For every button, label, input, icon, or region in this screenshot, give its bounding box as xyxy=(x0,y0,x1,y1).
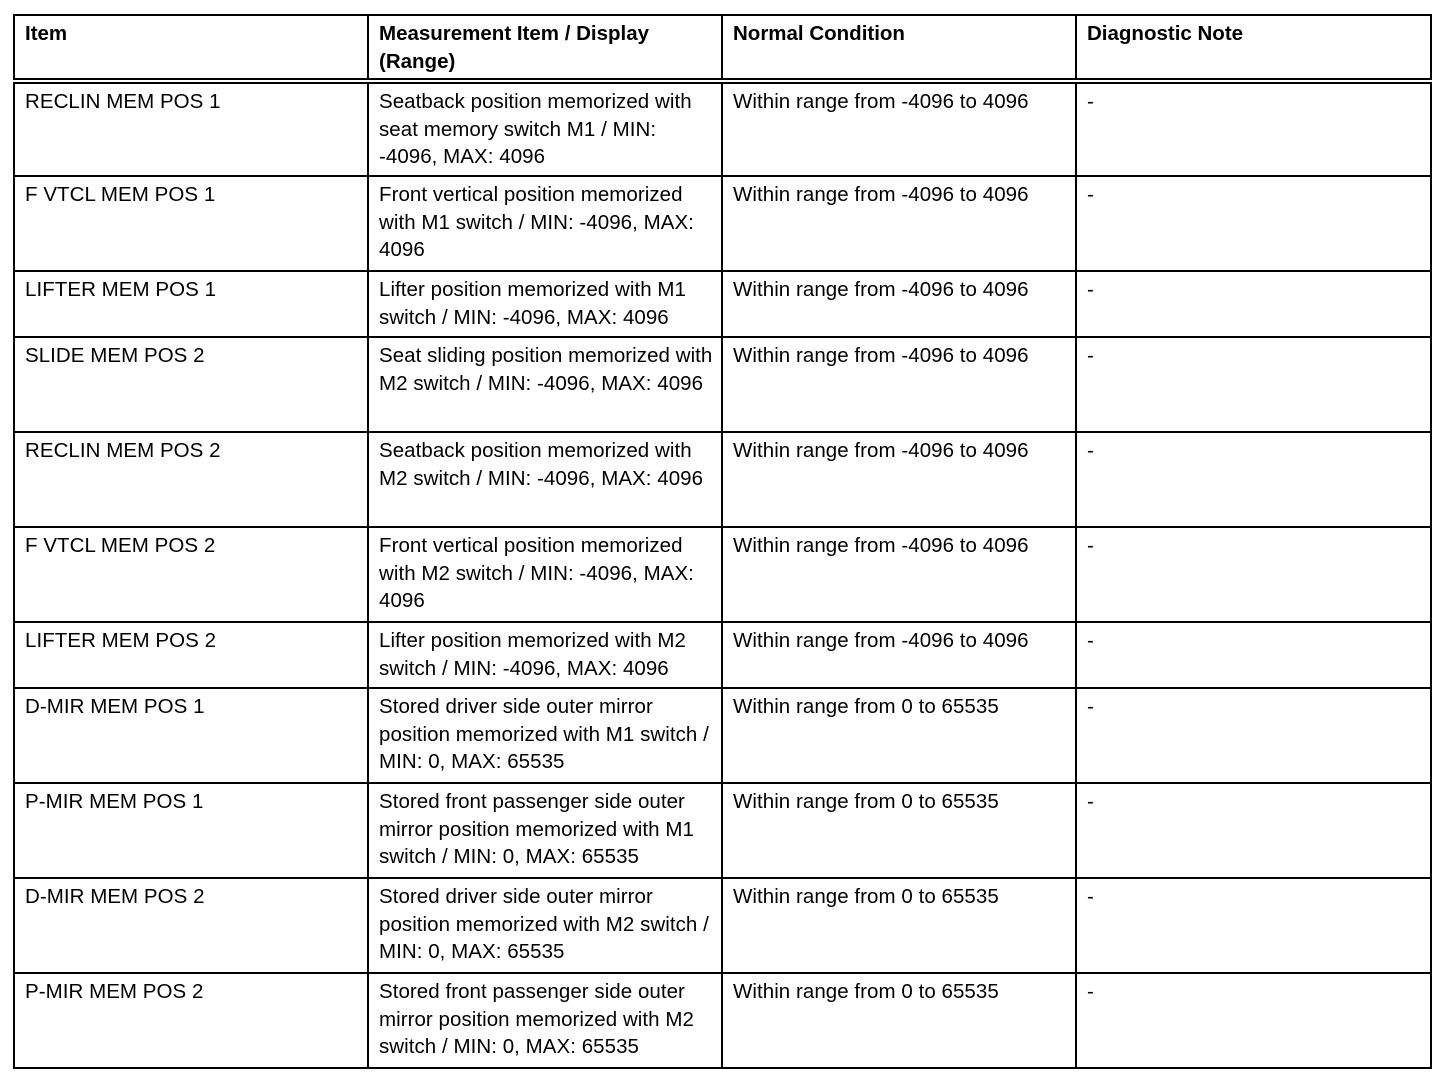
cell-diagnostic-note: - xyxy=(1076,432,1431,527)
table-row xyxy=(14,432,1431,527)
cell-normal-condition: Within range from 0 to 65535 xyxy=(722,688,1076,783)
cell-diagnostic-note: - xyxy=(1076,337,1431,432)
cell-measurement: Stored front passenger side outer mirror position memorized with M2 switch / MIN: 0, MAX: 65535 xyxy=(368,973,722,1068)
cell-normal-condition: Within range from -4096 to 4096 xyxy=(722,81,1076,176)
cell-item: P-MIR MEM POS 2 xyxy=(14,973,368,1068)
cell-measurement: Stored front passenger side outer mirror position memorized with M1 switch / MIN: 0, MAX: 65535 xyxy=(368,783,722,878)
cell-normal-condition: Within range from -4096 to 4096 xyxy=(722,432,1076,527)
cell-item: D-MIR MEM POS 2 xyxy=(14,878,368,973)
cell-diagnostic-note: - xyxy=(1076,271,1431,337)
cell-normal-condition: Within range from -4096 to 4096 xyxy=(722,337,1076,432)
cell-item: LIFTER MEM POS 2 xyxy=(14,622,368,688)
data-list-table xyxy=(13,14,1432,1069)
table-row xyxy=(14,527,1431,622)
cell-measurement: Front vertical position memorized with M1 switch / MIN: -4096, MAX: 4096 xyxy=(368,176,722,271)
table-row xyxy=(14,622,1431,688)
header-normal-condition: Normal Condition xyxy=(722,15,1076,81)
cell-normal-condition: Within range from -4096 to 4096 xyxy=(722,622,1076,688)
cell-item: P-MIR MEM POS 1 xyxy=(14,783,368,878)
table-row xyxy=(14,271,1431,337)
cell-item: F VTCL MEM POS 2 xyxy=(14,527,368,622)
cell-measurement: Seatback position memorized with seat memory switch M1 / MIN: -4096, MAX: 4096 xyxy=(368,81,722,176)
cell-diagnostic-note: - xyxy=(1076,527,1431,622)
table-row xyxy=(14,783,1431,878)
cell-measurement: Front vertical position memorized with M2 switch / MIN: -4096, MAX: 4096 xyxy=(368,527,722,622)
cell-item: SLIDE MEM POS 2 xyxy=(14,337,368,432)
cell-normal-condition: Within range from 0 to 65535 xyxy=(722,973,1076,1068)
cell-diagnostic-note: - xyxy=(1076,878,1431,973)
cell-diagnostic-note: - xyxy=(1076,622,1431,688)
cell-measurement: Seatback position memorized with M2 switch / MIN: -4096, MAX: 4096 xyxy=(368,432,722,527)
cell-normal-condition: Within range from 0 to 65535 xyxy=(722,878,1076,973)
header-measurement: Measurement Item / Display (Range) xyxy=(368,15,722,81)
header-diagnostic-note: Diagnostic Note xyxy=(1076,15,1431,81)
table-row xyxy=(14,973,1431,1068)
cell-item: RECLIN MEM POS 1 xyxy=(14,81,368,176)
cell-item: D-MIR MEM POS 1 xyxy=(14,688,368,783)
cell-measurement: Lifter position memorized with M2 switch / MIN: -4096, MAX: 4096 xyxy=(368,622,722,688)
table-row xyxy=(14,688,1431,783)
cell-diagnostic-note: - xyxy=(1076,688,1431,783)
cell-item: RECLIN MEM POS 2 xyxy=(14,432,368,527)
cell-measurement: Seat sliding position memorized with M2 switch / MIN: -4096, MAX: 4096 xyxy=(368,337,722,432)
cell-measurement: Lifter position memorized with M1 switch / MIN: -4096, MAX: 4096 xyxy=(368,271,722,337)
cell-measurement: Stored driver side outer mirror position memorized with M2 switch / MIN: 0, MAX: 65535 xyxy=(368,878,722,973)
table-row xyxy=(14,81,1431,176)
cell-diagnostic-note: - xyxy=(1076,81,1431,176)
cell-normal-condition: Within range from -4096 to 4096 xyxy=(722,527,1076,622)
table-row xyxy=(14,176,1431,271)
cell-diagnostic-note: - xyxy=(1076,973,1431,1068)
table-header-row xyxy=(14,15,1431,81)
header-item: Item xyxy=(14,15,368,81)
table-row xyxy=(14,878,1431,973)
cell-normal-condition: Within range from -4096 to 4096 xyxy=(722,176,1076,271)
cell-item: F VTCL MEM POS 1 xyxy=(14,176,368,271)
cell-normal-condition: Within range from 0 to 65535 xyxy=(722,783,1076,878)
cell-measurement: Stored driver side outer mirror position memorized with M1 switch / MIN: 0, MAX: 65535 xyxy=(368,688,722,783)
cell-diagnostic-note: - xyxy=(1076,783,1431,878)
cell-normal-condition: Within range from -4096 to 4096 xyxy=(722,271,1076,337)
cell-item: LIFTER MEM POS 1 xyxy=(14,271,368,337)
cell-diagnostic-note: - xyxy=(1076,176,1431,271)
table-row xyxy=(14,337,1431,432)
